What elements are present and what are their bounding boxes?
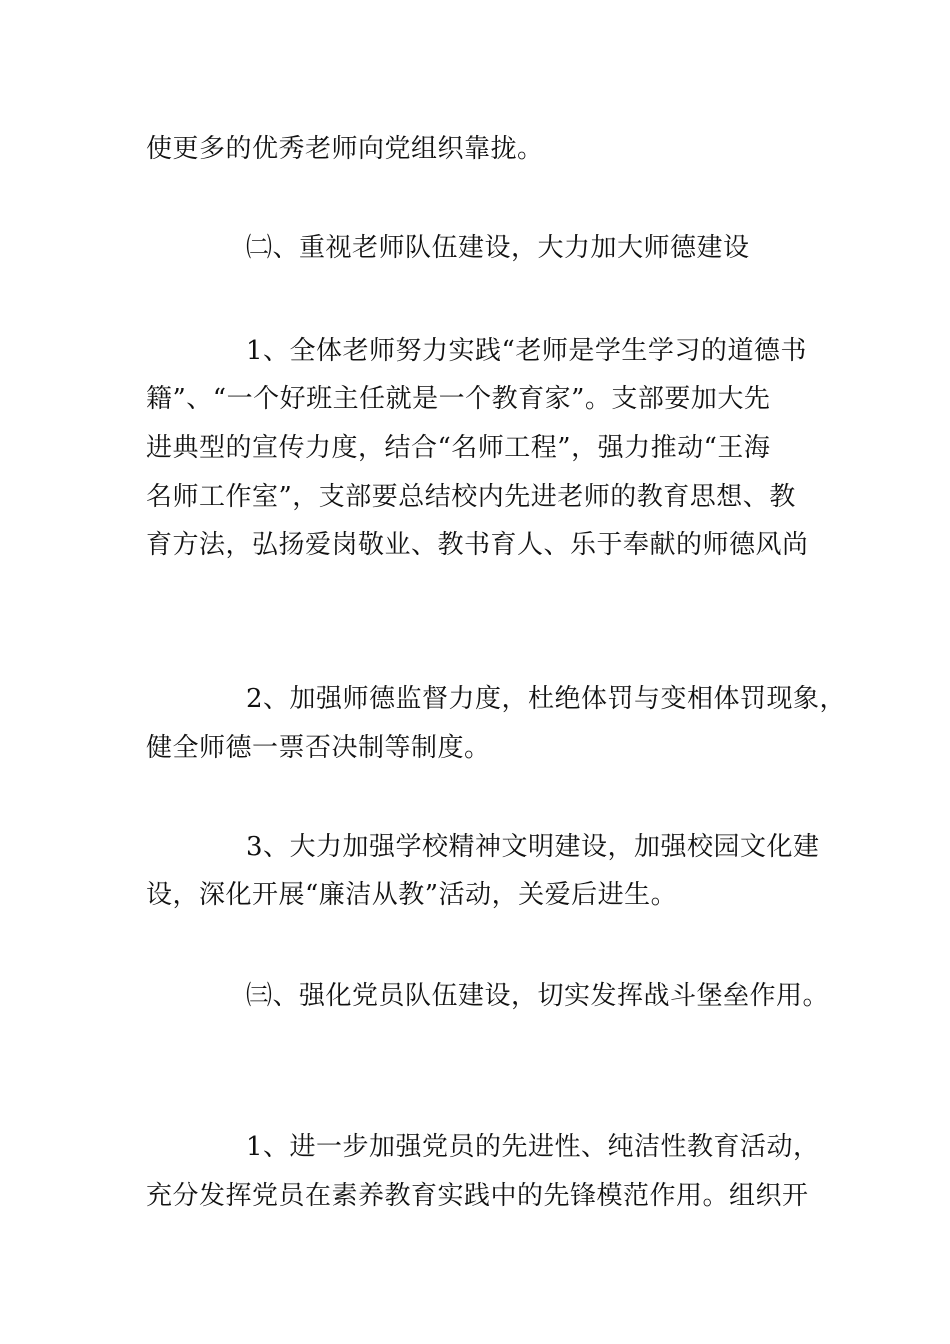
paragraph-line: 名师工作室”，支部要总结校内先进老师的教育思想、教 [146,482,796,512]
paragraph-line: 籍”、“一个好班主任就是一个教育家”。支部要加大先 [146,384,771,414]
paragraph-line: 1、进一步加强党员的先进性、纯洁性教育活动， [246,1132,820,1162]
paragraph-line: 3、大力加强学校精神文明建设，加强校园文化建 [246,832,820,862]
paragraph-line: 健全师德一票否决制等制度。 [146,733,491,763]
paragraph-line: 充分发挥党员在素养教育实践中的先锋模范作用。组织开 [146,1181,809,1211]
paragraph-line: 2、加强师德监督力度，杜绝体罚与变相体罚现象， [246,684,847,714]
section-heading: ㈢、强化党员队伍建设，切实发挥战斗堡垒作用。 [246,981,830,1011]
paragraph-line: 进典型的宣传力度，结合“名师工程”，强力推动“王海 [146,433,771,463]
paragraph-line: 使更多的优秀老师向党组织靠拢。 [146,134,544,164]
paragraph-line: 设，深化开展“廉洁从教”活动，关爱后进生。 [146,880,678,910]
section-heading: ㈡、重视老师队伍建设，大力加大师德建设 [246,233,750,263]
paragraph-line: 1、全体老师努力实践“老师是学生学习的道德书 [246,336,807,366]
paragraph-line: 育方法，弘扬爱岗敬业、教书育人、乐于奉献的师德风尚 [146,530,809,560]
